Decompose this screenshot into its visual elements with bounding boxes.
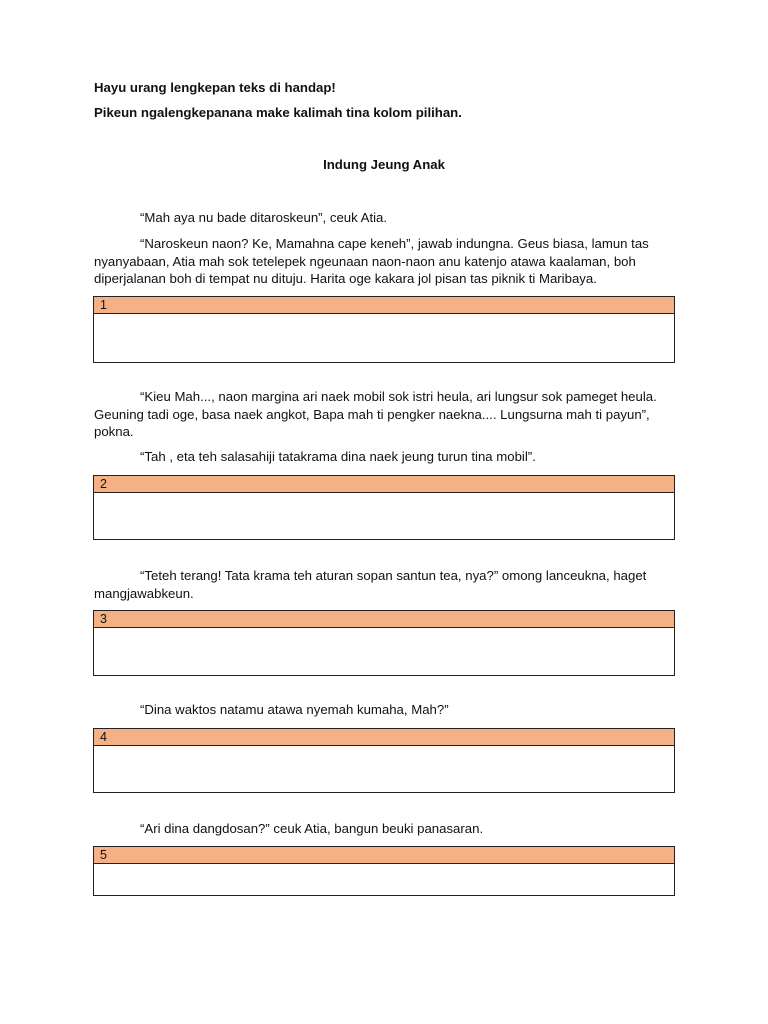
paragraph-1: “Mah aya nu bade ditaroskeun”, ceuk Atia.: [140, 210, 388, 225]
answer-box-2[interactable]: [93, 475, 675, 540]
paragraph-4: “Tah , eta teh salasahiji tatakrama dina naek jeung turun tina mobil”.: [140, 449, 536, 464]
answer-box-number: 1: [94, 297, 674, 314]
answer-box-number: 5: [94, 847, 674, 864]
instruction-line-2: Pikeun ngalengkepanana make kalimah tina kolom pilihan.: [94, 105, 462, 120]
answer-box-3[interactable]: [93, 610, 675, 676]
story-title: Indung Jeung Anak: [323, 157, 445, 172]
paragraph-3: “Kieu Mah..., naon margina ari naek mobil sok istri heula, ari lungsur sok pameget heula. Geuning tadi oge, basa naek angkot, Bapa mah ti pengker naekna.... Lungsurna mah ti payun”, pokna.: [94, 389, 657, 439]
paragraph-6: “Dina waktos natamu atawa nyemah kumaha, Mah?”: [140, 702, 449, 717]
paragraph-7: “Ari dina dangdosan?” ceuk Atia, bangun beuki panasaran.: [140, 821, 484, 836]
answer-box-number: 3: [94, 611, 674, 628]
instruction-line-1: Hayu urang lengkepan teks di handap!: [94, 80, 336, 95]
answer-box-5[interactable]: [93, 846, 675, 896]
paragraph-2: “Naroskeun naon? Ke, Mamahna cape keneh”, jawab indungna. Geus biasa, lamun tas nyanyabaan, Atia mah sok tetelepek ngeunaan naon-naon anu katenjo atawa kaalaman, boh diperjalanan boh di tempat nu dituju. Harita oge kakara jol pisan tas piknik ti Maribaya.: [94, 236, 649, 286]
answer-box-number: 2: [94, 476, 674, 493]
answer-box-1[interactable]: [93, 296, 675, 363]
paragraph-5: “Teteh terang! Tata krama teh aturan sopan santun tea, nya?” omong lanceukna, haget mangjawabkeun.: [94, 568, 647, 601]
answer-box-number: 4: [94, 729, 674, 746]
answer-box-4[interactable]: [93, 728, 675, 793]
